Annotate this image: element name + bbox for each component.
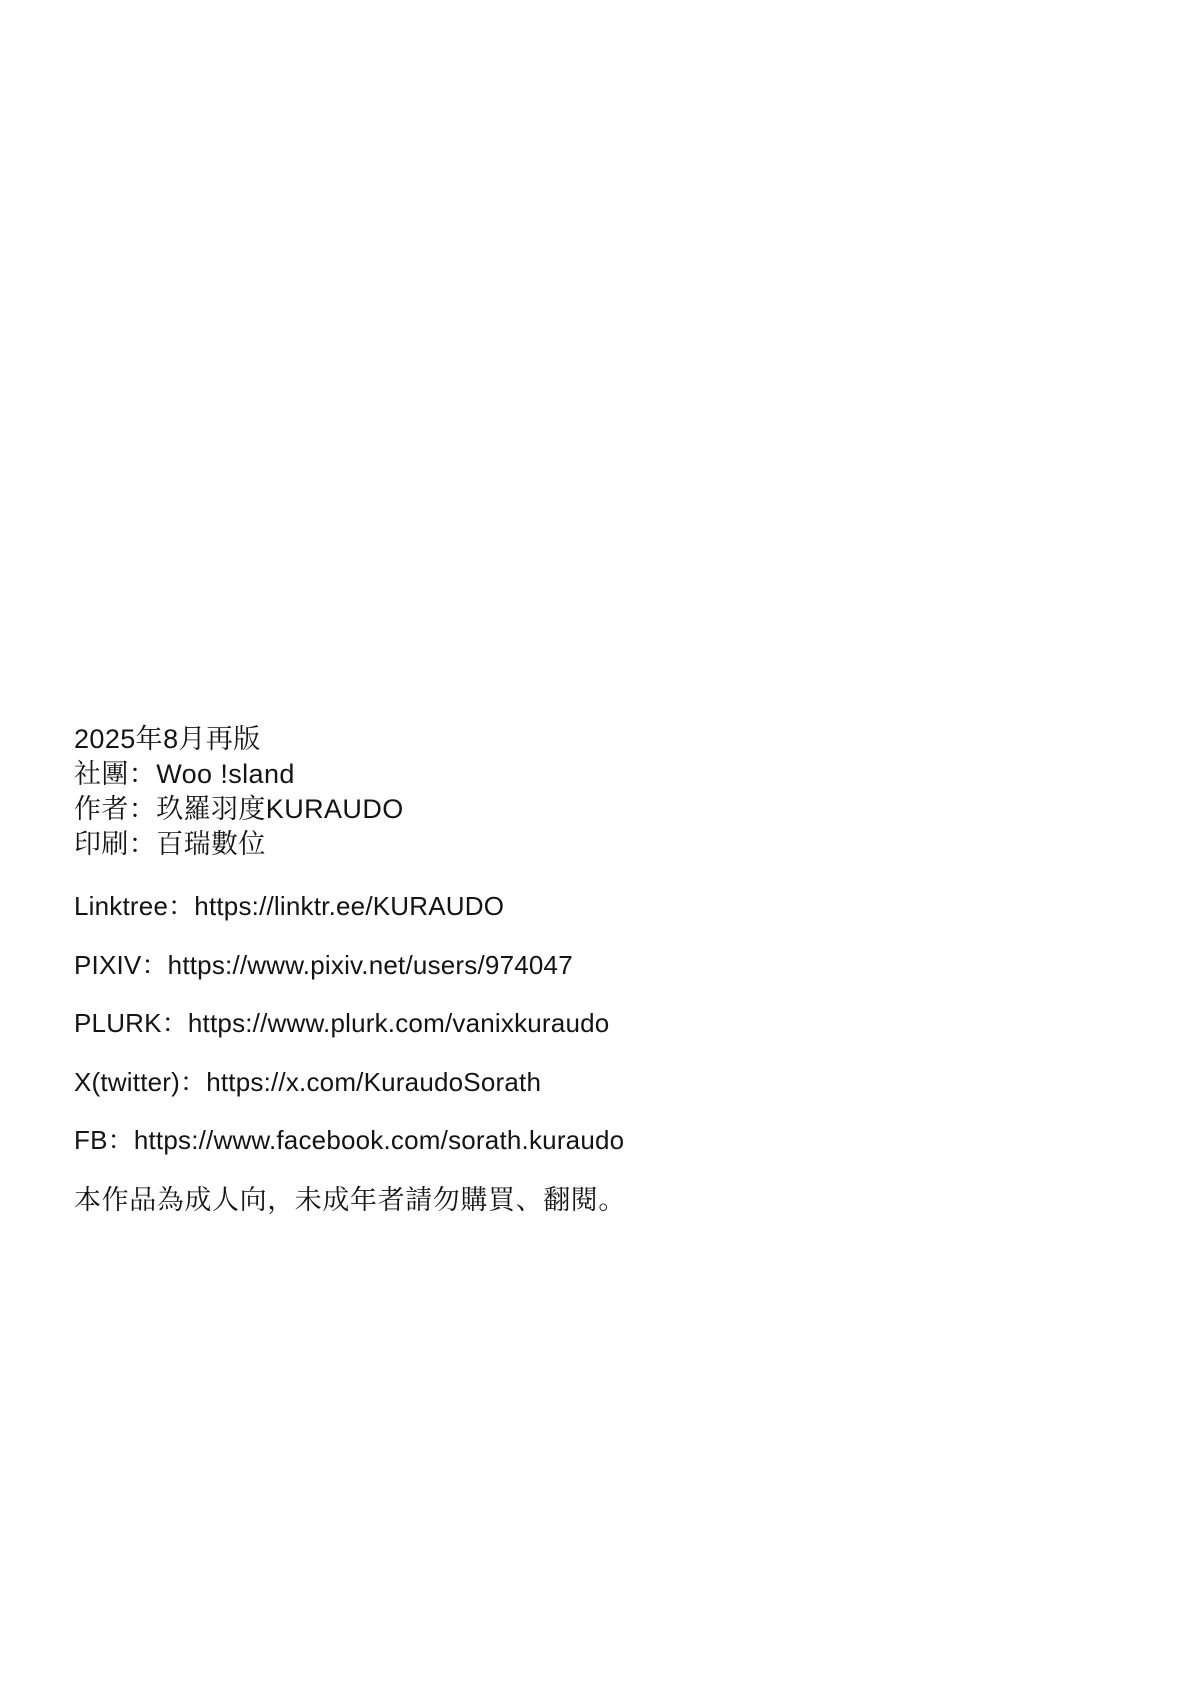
link-linktree[interactable]: Linktree：https://linktr.ee/KURAUDO [74, 891, 505, 922]
link-plurk[interactable]: PLURK：https://www.plurk.com/vanixkuraudo [74, 1008, 610, 1039]
adult-content-notice: 本作品為成人向，未成年者請勿購買、翻閱。 [74, 1184, 626, 1215]
link-pixiv[interactable]: PIXIV：https://www.pixiv.net/users/974047 [74, 949, 573, 980]
credit-line-author: 作者：玖羅羽度KURAUDO [74, 794, 404, 825]
credit-line-edition: 2025年8月再版 [74, 724, 261, 754]
credit-line-printer: 印刷：百瑞數位 [74, 829, 266, 860]
link-x-twitter[interactable]: X(twitter)：https://x.com/KuraudoSorath [74, 1066, 542, 1097]
credit-line-circle: 社團：Woo !sland [74, 759, 295, 790]
colophon-block [74, 722, 974, 1218]
credits-group [74, 722, 974, 862]
links-group [74, 890, 974, 1157]
link-facebook[interactable]: FB：https://www.facebook.com/sorath.kuraudo [74, 1125, 625, 1156]
